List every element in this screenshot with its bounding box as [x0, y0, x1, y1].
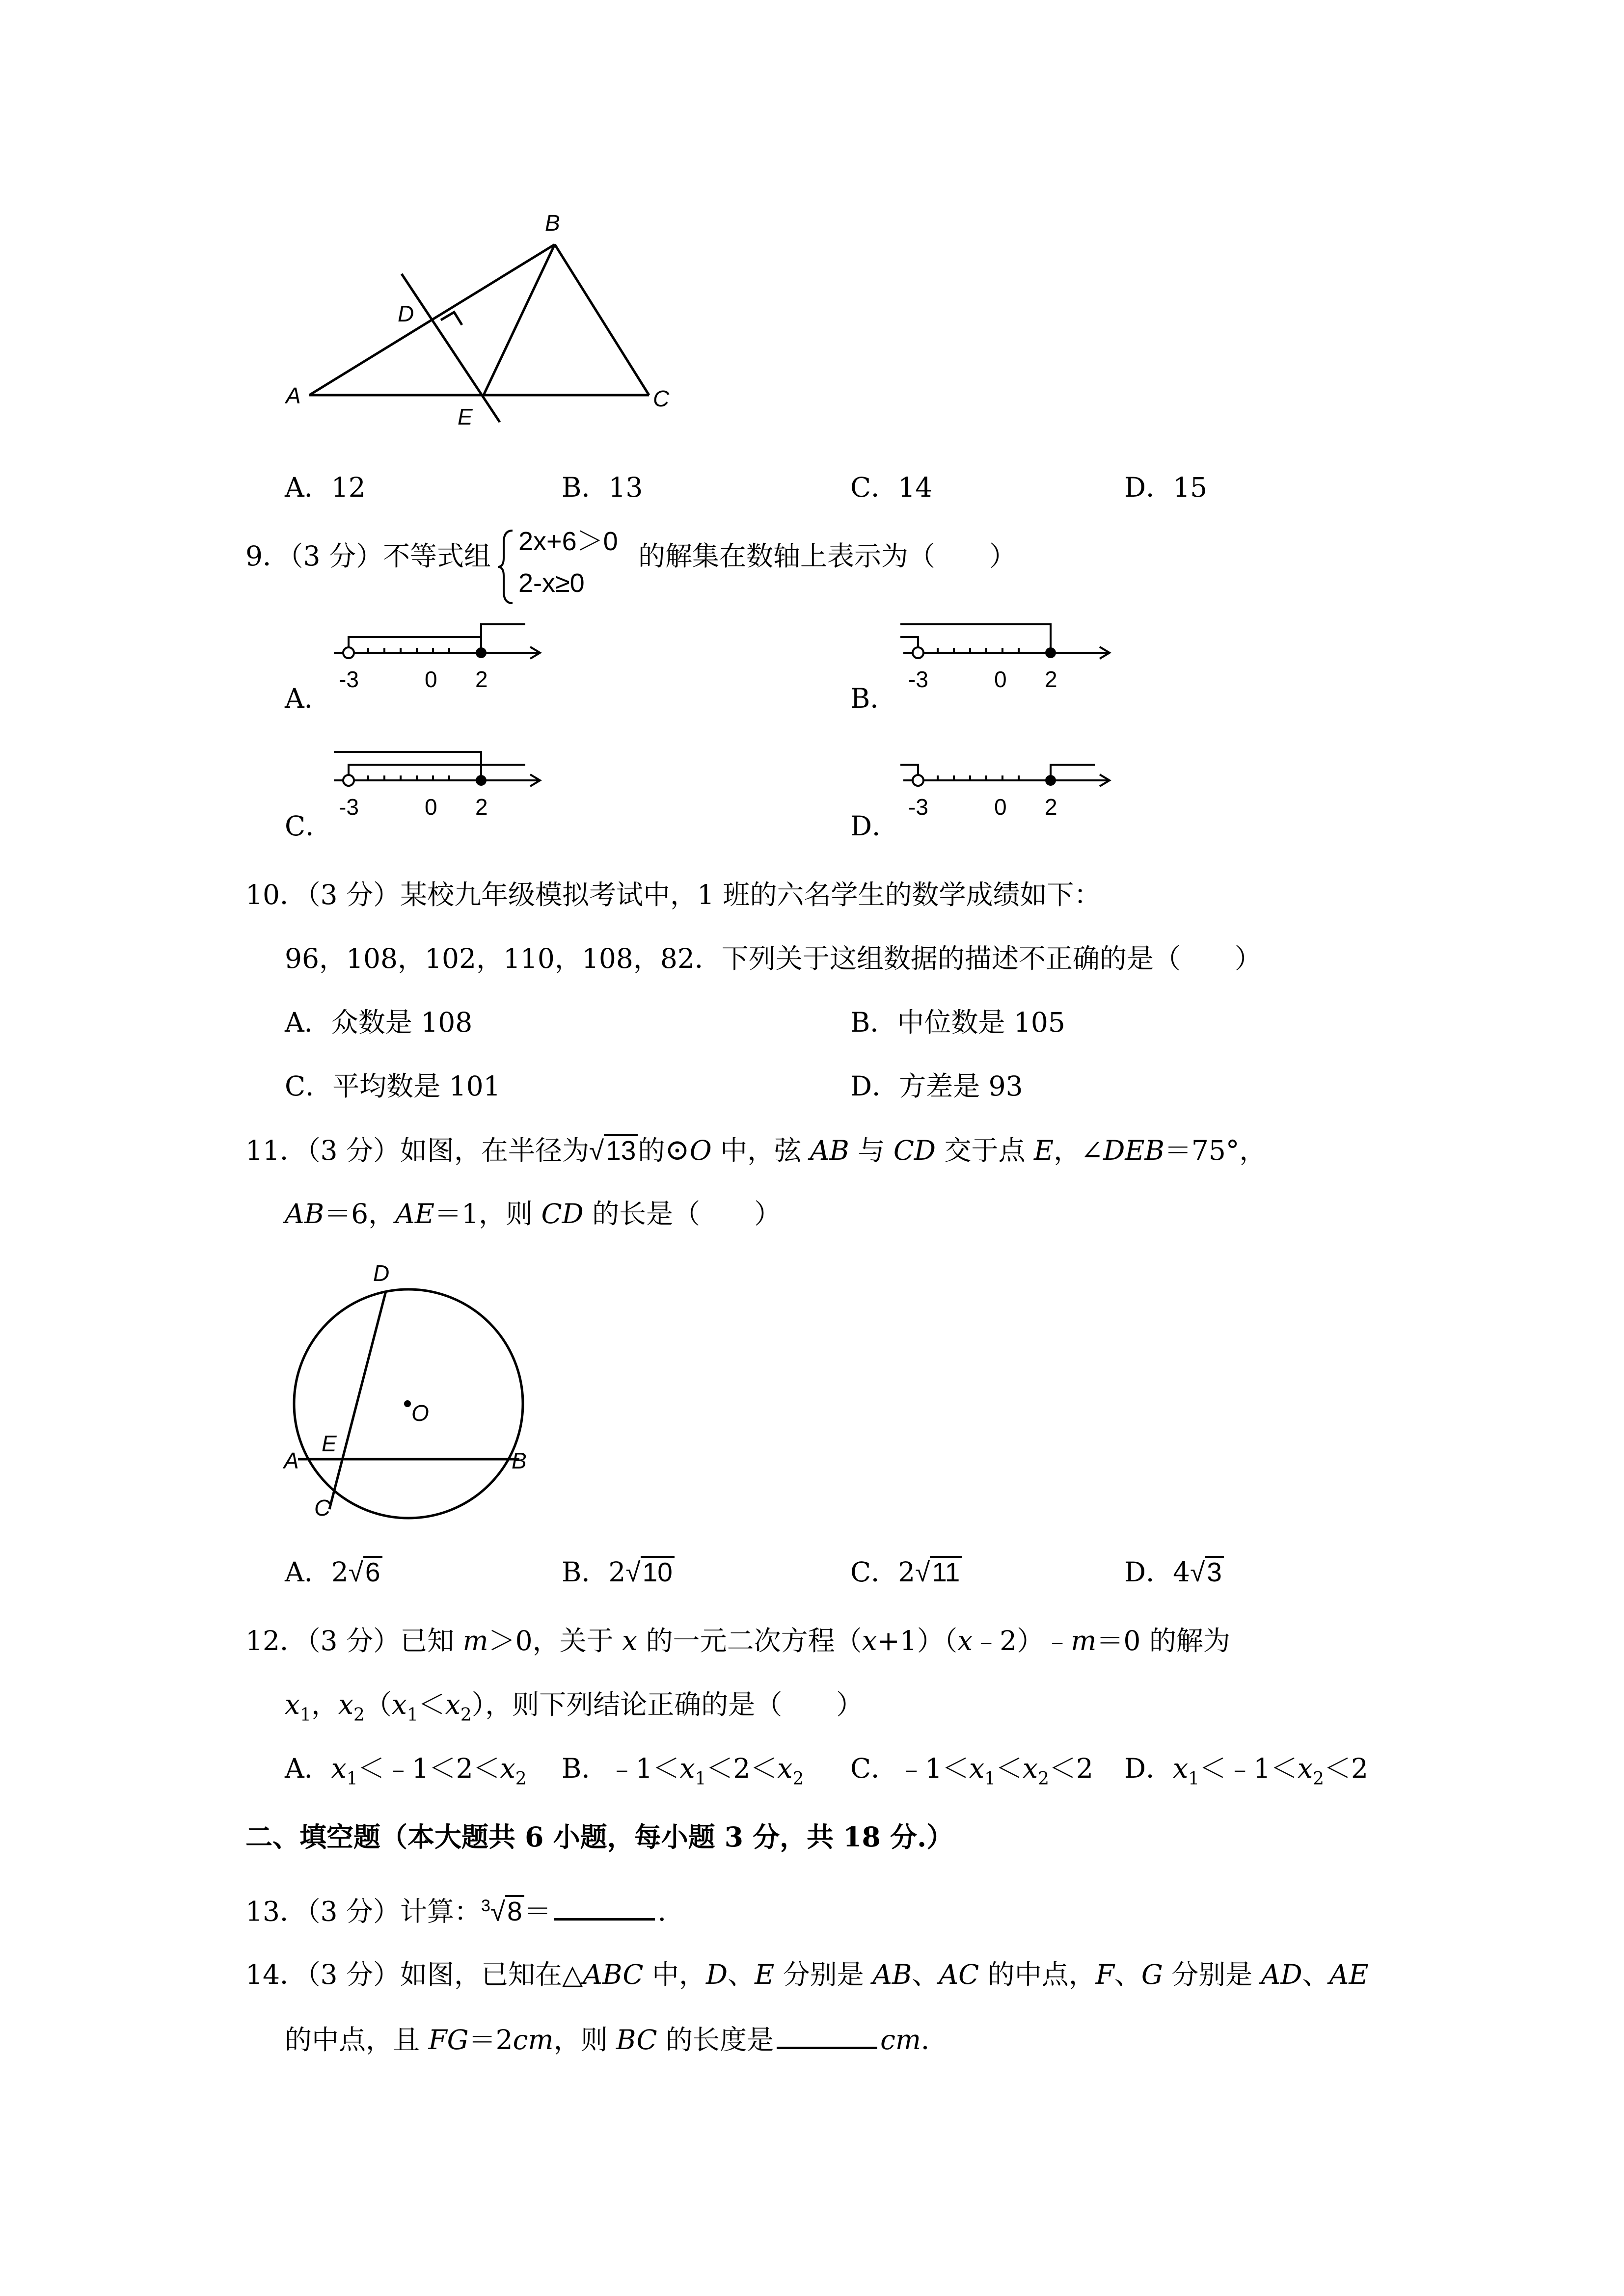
tick-label: 0: [425, 794, 437, 820]
tick-label: 0: [994, 667, 1007, 692]
q12-option-c[interactable]: C．$﹣1<x_1<x_2<2$: [850, 1753, 1094, 1789]
tick-label: -3: [339, 794, 359, 820]
segment-bc: [555, 244, 649, 395]
q10-option-d[interactable]: D．方差是 93: [850, 1070, 1023, 1102]
q8-triangle-figure: [275, 211, 697, 437]
tick-label: 2: [475, 794, 488, 820]
q10-stem-line2: 96，108，102，110，108，82．下列关于这组数据的描述不正确的是（ ）: [285, 943, 1262, 974]
q10-option-c[interactable]: C．平均数是 101: [285, 1070, 501, 1102]
q14-stem-line1: 14．（3 分）如图，已知在△ABC 中，D、E 分别是 AB、AC 的中点，F、G 分别是 AD、AE: [245, 1959, 1369, 1990]
right-angle-mark: [441, 312, 462, 325]
q11-circle-figure: [275, 1256, 550, 1531]
q11-stem-line2: AB＝6，AE＝1，则 CD 的长是（ ）: [285, 1198, 782, 1229]
tick-label: 2: [1045, 794, 1057, 820]
chord-cd: [329, 1291, 386, 1509]
q11-option-b[interactable]: B．2√10: [562, 1556, 675, 1588]
tick-label: 0: [994, 794, 1007, 820]
q9-option-d-label[interactable]: D．: [850, 810, 899, 842]
q11-stem-line1: 11．（3 分）如图，在半径为√13的⊙O 中，弦 AB 与 CD 交于点 E，∠DEB＝75°，: [245, 1133, 1267, 1167]
q8-option-d[interactable]: D．15: [1124, 472, 1208, 503]
q13-answer-blank[interactable]: [554, 1894, 655, 1921]
tick-label: 2: [1045, 667, 1057, 692]
q9-inequality-2: 2-x≥0: [518, 568, 585, 598]
q8-option-c[interactable]: C．14: [850, 472, 933, 503]
q14-stem-line2: 的中点，且 FG＝2cm，则 BC 的长度是 cm．: [285, 2022, 948, 2056]
q11-option-c[interactable]: C．2√11: [850, 1556, 962, 1588]
q12-option-d[interactable]: D．$x_1<﹣1<x_2<2$: [1124, 1753, 1369, 1789]
q9-stem-prefix: 9．（3 分）不等式组: [245, 540, 491, 572]
tick-label: 0: [425, 667, 437, 692]
q10-stem-line1: 10．（3 分）某校九年级模拟考试中，1 班的六名学生的数学成绩如下：: [245, 879, 1101, 910]
q9-option-b-label[interactable]: B．: [850, 683, 897, 714]
circle-dot-icon: ⊙: [665, 1133, 690, 1167]
label-c: C: [314, 1495, 331, 1521]
tick-label: -3: [908, 667, 928, 692]
label-a: A: [286, 383, 301, 408]
label-e: E: [322, 1431, 337, 1456]
q8-option-a[interactable]: A．12: [285, 472, 366, 503]
tick-label: 2: [475, 667, 488, 692]
section-2-heading: 二、填空题（本大题共 6 小题，每小题 3 分，共 18 分.）: [245, 1821, 954, 1853]
q14-answer-blank[interactable]: [777, 2022, 877, 2049]
q9-stem-suffix: 的解集在数轴上表示为（ ）: [638, 540, 1017, 572]
q12-stem-line2: $x_1$，$x_2(x_1<x_2)$，则下列结论正确的是（ ）: [285, 1689, 864, 1725]
q9-brace-icon: [496, 528, 515, 606]
q12-option-a[interactable]: A．$x_1<﹣1<2<x_2$: [285, 1753, 527, 1789]
q11-option-d[interactable]: D．4√3: [1124, 1556, 1224, 1588]
q9-option-c-label[interactable]: C．: [285, 810, 333, 842]
tick-label: -3: [339, 667, 359, 692]
label-d: D: [398, 301, 414, 326]
q8-option-b[interactable]: B．13: [562, 472, 643, 503]
label-e: E: [458, 404, 473, 429]
label-b: B: [512, 1448, 527, 1473]
q9-number-line-b[interactable]: [893, 618, 1119, 707]
q9-number-line-a[interactable]: [324, 618, 550, 707]
label-a: A: [284, 1448, 299, 1473]
q10-option-b[interactable]: B．中位数是 105: [850, 1007, 1065, 1038]
q11-option-a[interactable]: A．2√6: [285, 1556, 382, 1588]
q12-option-b[interactable]: B．$﹣1<x_1<2<x_2$: [562, 1753, 804, 1789]
center-point: [404, 1400, 411, 1407]
label-d: D: [373, 1260, 390, 1286]
label-c: C: [653, 386, 670, 411]
q13-stem: 13．（3 分）计算：$^3$√8＝ ．: [245, 1890, 685, 1927]
q10-option-a[interactable]: A．众数是 108: [285, 1007, 473, 1038]
q12-stem-line1: 12．（3 分）已知 m＞0，关于 x 的一元二次方程（x+1）（x﹣2）﹣m＝0 的解为: [245, 1625, 1230, 1656]
q9-inequality-1: 2x+6＞0: [518, 527, 618, 556]
label-b: B: [545, 211, 560, 236]
q9-option-a-label[interactable]: A．: [285, 683, 331, 714]
q9-number-line-d[interactable]: [893, 746, 1119, 834]
label-o: O: [411, 1400, 429, 1426]
perpendicular-line: [402, 274, 500, 422]
q9-number-line-c[interactable]: [324, 746, 550, 834]
tick-label: -3: [908, 794, 928, 820]
